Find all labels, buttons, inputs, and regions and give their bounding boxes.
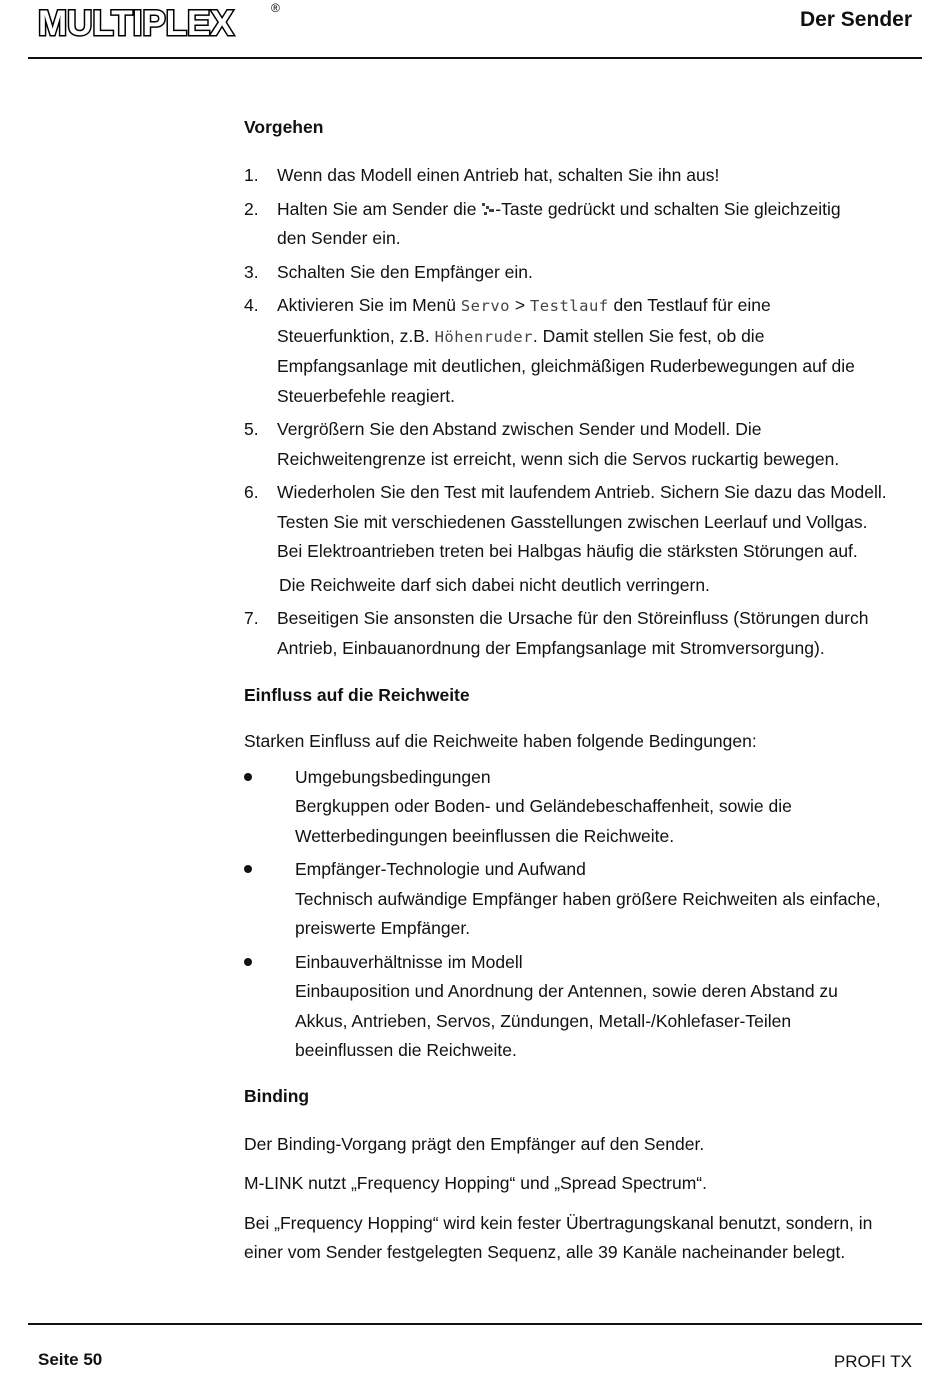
bullet-icon bbox=[244, 958, 252, 966]
step-text: . Damit stellen Sie fest, ob die bbox=[532, 325, 765, 346]
bullet-icon bbox=[244, 865, 252, 873]
bullet-text: beeinflussen die Reichweite. bbox=[295, 1040, 517, 1060]
bullet-text: Wetterbedingungen beeinflussen die Reichweite. bbox=[295, 825, 675, 846]
binding-para-3 bbox=[244, 1209, 924, 1268]
bullet-text: Technisch aufwändige Empfänger haben größere Reichweiten als einfache, bbox=[295, 888, 881, 909]
binding-para-2: M-LINK nutzt „Frequency Hopping“ und „Spread Spectrum“. bbox=[244, 1173, 707, 1193]
bullet-text: Einbauposition und Anordnung der Antennen, sowie deren Abstand zu bbox=[295, 981, 838, 1001]
step-text: Vergrößern Sie den Abstand zwischen Sender und Modell. Die bbox=[277, 419, 762, 439]
step-text: Empfangsanlage mit deutlichen, gleichmäßigen Ruderbewegungen auf die bbox=[277, 356, 855, 376]
step-6-note: Die Reichweite darf sich dabei nicht deutlich verringern. bbox=[279, 574, 710, 595]
step-number: 5. bbox=[244, 419, 259, 439]
menu-servo: Servo bbox=[460, 297, 510, 315]
step-text: Bei Elektroantrieben treten bei Halbgas häufig die stärksten Störungen auf. bbox=[277, 541, 858, 561]
bullet-text: Bergkuppen oder Boden- und Geländebeschaffenheit, sowie die bbox=[295, 796, 792, 816]
step-1 bbox=[244, 161, 924, 191]
step-text: Steuerbefehle reagiert. bbox=[277, 385, 456, 406]
chapter-title: Der Sender bbox=[799, 8, 912, 31]
multiplex-logo: MULTIPLEX bbox=[38, 4, 234, 43]
bullet-text: Akkus, Antrieben, Servos, Zündungen, Metall-/Kohlefaser-Teilen bbox=[295, 1010, 792, 1031]
binding-text: einer vom Sender festgelegten Sequenz, alle 39 Kanäle nacheinander belegt. bbox=[244, 1242, 846, 1262]
registered-mark: ® bbox=[271, 1, 280, 15]
step-3 bbox=[244, 258, 924, 288]
heading-influence: Einfluss auf die Reichweite bbox=[244, 685, 470, 705]
step-number: 6. bbox=[244, 482, 259, 502]
bullet-title: Einbauverhältnisse im Modell bbox=[295, 951, 523, 972]
step-text: Antrieb, Einbauanordnung der Empfangsanlage mit Stromversorgung). bbox=[277, 637, 825, 658]
bullet-text: preiswerte Empfänger. bbox=[295, 918, 471, 938]
footer-rule bbox=[28, 1323, 922, 1325]
heading-binding: Binding bbox=[244, 1085, 310, 1106]
step-number: 2. bbox=[244, 198, 259, 219]
key-icon bbox=[481, 202, 495, 216]
step-number: 1. bbox=[244, 165, 259, 185]
menu-separator: > bbox=[510, 295, 530, 315]
step-2 bbox=[244, 195, 924, 254]
step-4 bbox=[244, 291, 924, 411]
step-text: den Sender ein. bbox=[277, 228, 401, 248]
menu-hoehenruder: Höhenruder bbox=[434, 327, 533, 346]
step-text: Wiederholen Sie den Test mit laufendem Antrieb. Sichern Sie dazu das Modell. bbox=[277, 482, 887, 502]
step-text: Schalten Sie den Empfänger ein. bbox=[277, 261, 533, 282]
step-7 bbox=[244, 604, 924, 663]
step-6 bbox=[244, 478, 924, 567]
procedure-list bbox=[244, 161, 924, 663]
step-text: -Taste gedrückt und schalten Sie gleichzeitig bbox=[495, 198, 841, 219]
header-rule bbox=[28, 57, 922, 59]
step-text: Steuerfunktion, z.B. bbox=[277, 325, 435, 346]
bullet-title: Empfänger-Technologie und Aufwand bbox=[295, 859, 586, 879]
step-text: Wenn das Modell einen Antrieb hat, schalten Sie ihn aus! bbox=[277, 165, 720, 185]
influence-intro: Starken Einfluss auf die Reichweite haben folgende Bedingungen: bbox=[244, 731, 757, 751]
influence-list bbox=[244, 763, 924, 1066]
step-number: 3. bbox=[244, 261, 259, 282]
step-text: Reichweitengrenze ist erreicht, wenn sich die Servos ruckartig bewegen. bbox=[277, 448, 840, 469]
bullet-title: Umgebungsbedingungen bbox=[295, 766, 491, 787]
page-content bbox=[244, 115, 924, 1268]
binding-text: Bei „Frequency Hopping“ wird kein fester Übertragungskanal benutzt, sondern, in bbox=[244, 1212, 873, 1233]
menu-testlauf: Testlauf bbox=[529, 297, 609, 315]
step-number: 7. bbox=[244, 608, 259, 628]
page-number: Seite 50 bbox=[38, 1350, 103, 1369]
binding-para-1: Der Binding-Vorgang prägt den Empfänger auf den Sender. bbox=[244, 1133, 705, 1154]
step-text: Aktivieren Sie im Menü bbox=[277, 295, 461, 315]
step-text: Halten Sie am Sender die bbox=[277, 198, 482, 219]
product-name: PROFI TX bbox=[833, 1352, 912, 1371]
step-text: Beseitigen Sie ansonsten die Ursache für den Störeinfluss (Störungen durch bbox=[277, 608, 869, 628]
step-text: den Testlauf für eine bbox=[608, 295, 771, 315]
step-number: 4. bbox=[244, 295, 259, 315]
list-item bbox=[244, 855, 924, 944]
heading-procedure: Vorgehen bbox=[244, 117, 324, 137]
step-text: Testen Sie mit verschiedenen Gasstellungen zwischen Leerlauf und Vollgas. bbox=[277, 511, 868, 532]
bullet-icon bbox=[244, 773, 252, 781]
list-item bbox=[244, 763, 924, 852]
list-item bbox=[244, 948, 924, 1066]
step-5 bbox=[244, 415, 924, 474]
